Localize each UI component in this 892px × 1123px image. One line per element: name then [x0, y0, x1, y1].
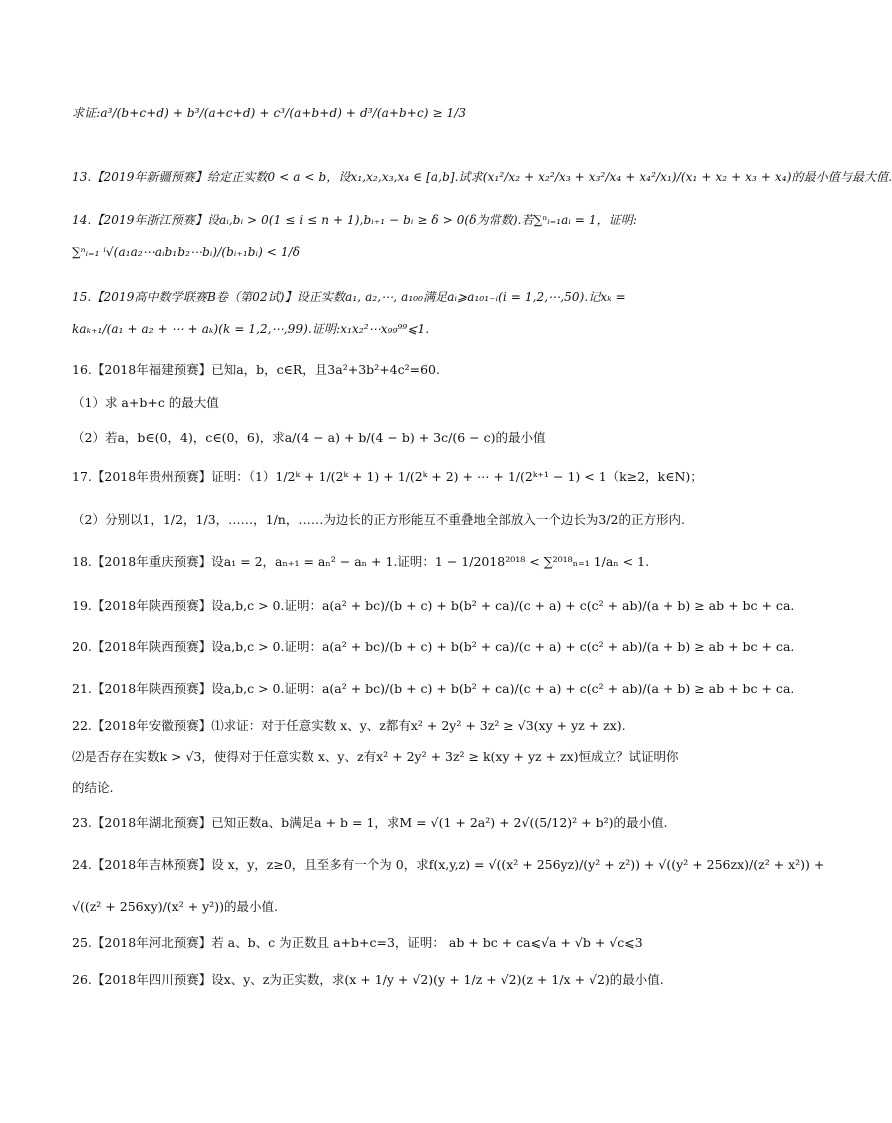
problem-26: 26.【2018年四川预赛】设x、y、z为正实数，求(x + 1/y + √2)(y + 1/z + √2)(z + 1/x + √2)的最小值.	[72, 972, 664, 987]
problem-18: 18.【2018年重庆预赛】设a₁ = 2，aₙ₊₁ = aₙ² − aₙ + 1.证明：1 − 1/2018²⁰¹⁸ < ∑²⁰¹⁸ₙ₌₁ 1/aₙ < 1.	[72, 554, 650, 569]
problem-14: 14.【2019年浙江预赛】设aᵢ,bᵢ > 0(1 ≤ i ≤ n + 1),bᵢ₊₁ − bᵢ ≥ δ > 0(δ为常数).若∑ⁿᵢ₌₁aᵢ = 1，证明:	[72, 213, 638, 227]
problem-19: 19.【2018年陕西预赛】设a,b,c > 0.证明：a(a² + bc)/(b + c) + b(b² + ca)/(c + a) + c(c² + ab)/(a + b) ≥ ab + bc + ca.	[72, 598, 795, 613]
problem-16-part-1: （1）求 a+b+c 的最大值	[72, 395, 219, 410]
problem-15: 15.【2019高中数学联赛B卷（第02试)】设正实数a₁, a₂,⋯, a₁₀₀满足aᵢ⩾a₁₀₁₋ᵢ(i = 1,2,⋯,50).记xₖ =	[72, 290, 626, 304]
problem-14-inequality: ∑ⁿᵢ₌₁ ⁱ√(a₁a₂⋯aᵢb₁b₂⋯bᵢ)/(bᵢ₊₁bᵢ) < 1/δ	[72, 245, 301, 259]
problem-22: 22.【2018年安徽预赛】⑴求证：对于任意实数 x、y、z都有x² + 2y² + 3z² ≥ √3(xy + yz + zx).	[72, 718, 626, 733]
problem-17: 17.【2018年贵州预赛】证明：（1）1/2ᵏ + 1/(2ᵏ + 1) + 1/(2ᵏ + 2) + ⋯ + 1/(2ᵏ⁺¹ − 1) < 1（k≥2，k∈N)；	[72, 469, 703, 484]
problem-20: 20.【2018年陕西预赛】设a,b,c > 0.证明：a(a² + bc)/(b + c) + b(b² + ca)/(c + a) + c(c² + ab)/(a + b) ≥ ab + bc + ca.	[72, 639, 795, 654]
problem-22-conclusion: 的结论.	[72, 780, 114, 795]
problem-21: 21.【2018年陕西预赛】设a,b,c > 0.证明：a(a² + bc)/(b + c) + b(b² + ca)/(c + a) + c(c² + ab)/(a + b) ≥ ab + bc + ca.	[72, 681, 795, 696]
problem-16: 16.【2018年福建预赛】已知a，b，c∈R，且3a²+3b²+4c²=60.	[72, 362, 440, 377]
problem-22-part-2: ⑵是否存在实数k > √3，使得对于任意实数 x、y、z有x² + 2y² + 3z² ≥ k(xy + yz + zx)恒成立？试证明你	[72, 749, 679, 764]
proof-statement: 求证:a³/(b+c+d) + b³/(a+c+d) + c³/(a+b+d) + d³/(a+b+c) ≥ 1/3	[72, 106, 467, 120]
problem-15-continued: kaₖ₊₁/(a₁ + a₂ + ⋯ + aₖ)(k = 1,2,⋯,99).证明:x₁x₂²⋯x₉₉⁹⁹⩽1.	[72, 322, 430, 336]
problem-24: 24.【2018年吉林预赛】设 x，y，z≥0，且至多有一个为 0，求f(x,y,z) = √((x² + 256yz)/(y² + z²)) + √((y² + 256zx)/(z² + x²)) +	[72, 857, 825, 872]
problem-13: 13.【2019年新疆预赛】给定正实数0 < a < b，设x₁,x₂,x₃,x₄ ∈ [a,b].试求(x₁²/x₂ + x₂²/x₃ + x₃²/x₄ + x₄²/x₁)/(x₁ + x₂ + x₃ + x₄)的最小值与最大值.	[72, 170, 892, 184]
problem-16-part-2: （2）若a，b∈(0，4)，c∈(0，6)，求a/(4 − a) + b/(4 − b) + 3c/(6 − c)的最小值	[72, 430, 546, 445]
problem-25: 25.【2018年河北预赛】若 a、b、c 为正数且 a+b+c=3，证明： ab + bc + ca⩽√a + √b + √c⩽3	[72, 935, 643, 950]
problem-24-continued: √((z² + 256xy)/(x² + y²))的最小值.	[72, 899, 278, 914]
problem-23: 23.【2018年湖北预赛】已知正数a、b满足a + b = 1，求M = √(1 + 2a²) + 2√((5/12)² + b²)的最小值.	[72, 815, 668, 830]
problem-17-part-2: （2）分别以1，1/2，1/3，……，1/n，……为边长的正方形能互不重叠地全部放入一个边长为3/2的正方形内.	[72, 512, 685, 527]
